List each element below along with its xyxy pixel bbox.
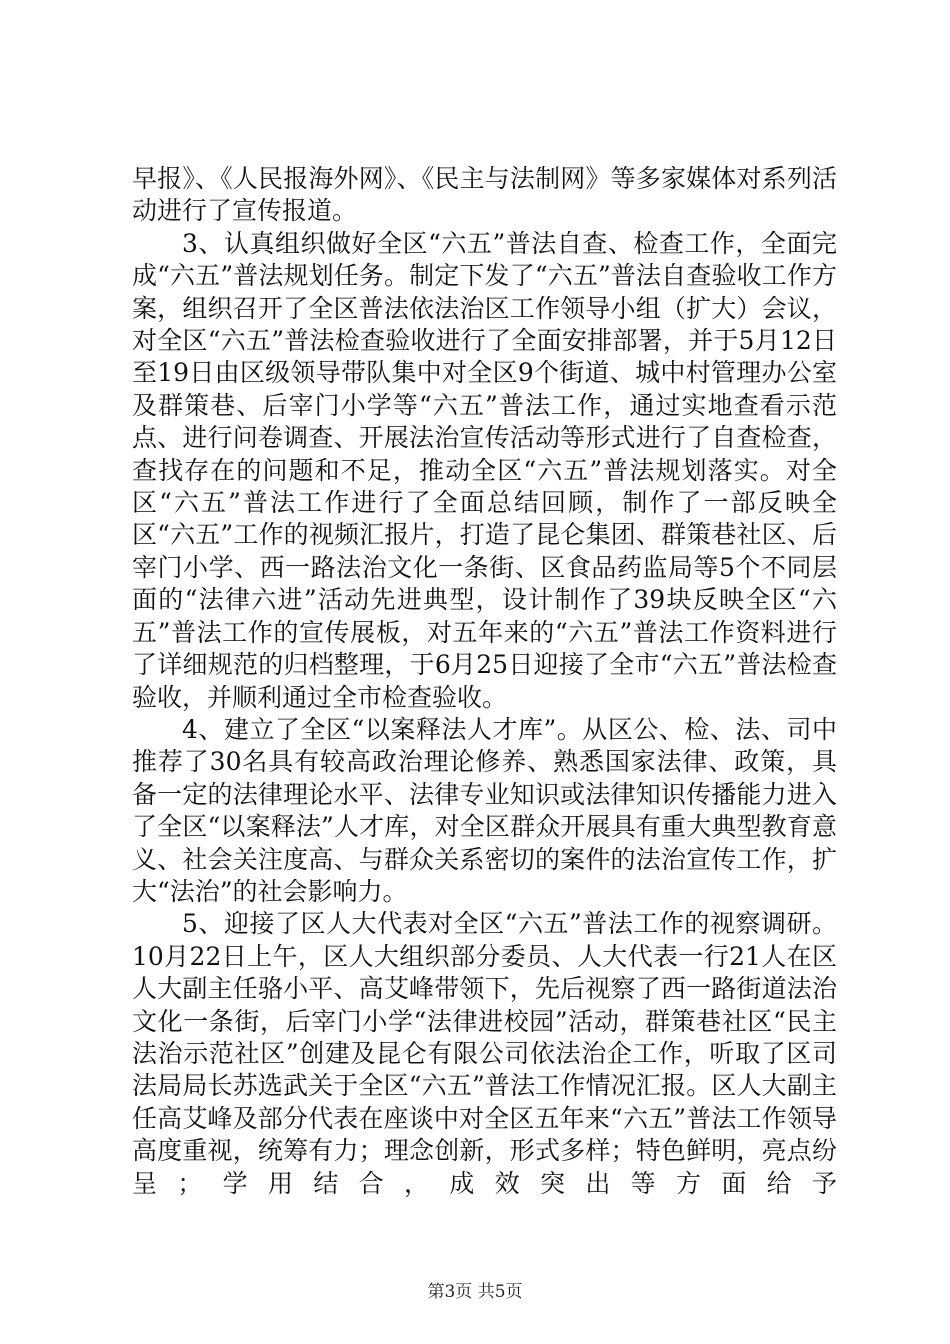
page-number-footer: 第3页 共5页 — [427, 1282, 523, 1302]
paragraph-continuation: 早报》、《人民报海外网》、《民主与法制网》等多家媒体对系列活动进行了宣传报道。 — [132, 164, 837, 226]
document-body — [132, 163, 837, 1200]
paragraph-item-4: 4、建立了全区“以案释法人才库”。从区公、检、法、司中推荐了30名具有较高政治理论修养、熟悉国家法律、政策，具备一定的法律理论水平、法律专业知识或法律知识传播能力进入了全区“以案释法”人才库，对全区群众开展具有重大典型教育意义、社会关注度高、与群众关系密切的案件的法治宣传工作，扩大“法治”的社会影响力。 — [132, 714, 837, 906]
paragraph-item-5: 5、迎接了区人大代表对全区“六五”普法工作的视察调研。10月22日上午，区人大组织部分委员、人大代表一行21人在区人大副主任骆小平、高艾峰带领下，先后视察了西一路街道法治文化一条街，后宰门小学“法律进校园”活动，群策巷社区“民主法治示范社区”创建及昆仑有限公司依法治企工作，听取了区司法局局长苏选武关于全区“六五”普法工作情况汇报。区人大副主任高艾峰及部分代表在座谈中对全区五年来“六五”普法工作领导高度重视，统筹有力；理念创新，形式多样；特色鲜明，亮点纷呈；学用结合，成效突出等方面给予 — [132, 909, 837, 1198]
paragraph-item-3: 3、认真组织做好全区“六五”普法自查、检查工作，全面完成“六五”普法规划任务。制定下发了“六五”普法自查验收工作方案，组织召开了全区普法依法治区工作领导小组（扩大）会议，对全区“六五”普法检查验收进行了全面安排部署，并于5月12日至19日由区级领导带队集中对全区9个街道、城中村管理办公室及群策巷、后宰门小学等“六五”普法工作，通过实地查看示范点、进行问卷调查、开展法治宣传活动等形式进行了自查检查，查找存在的问题和不足，推动全区“六五”普法规划落实。对全区“六五”普法工作进行了全面总结回顾，制作了一部反映全区“六五”工作的视频汇报片，打造了昆仑集团、群策巷社区、后宰门小学、西一路法治文化一条街、区食品药监局等5个不同层面的“法律六进”活动先进典型，设计制作了39块反映全区“六五”普法工作的宣传展板，对五年来的“六五”普法工作资料进行了详细规范的归档整理，于6月25日迎接了全市“六五”普法检查验收，并顺利通过全市检查验收。 — [132, 228, 837, 712]
